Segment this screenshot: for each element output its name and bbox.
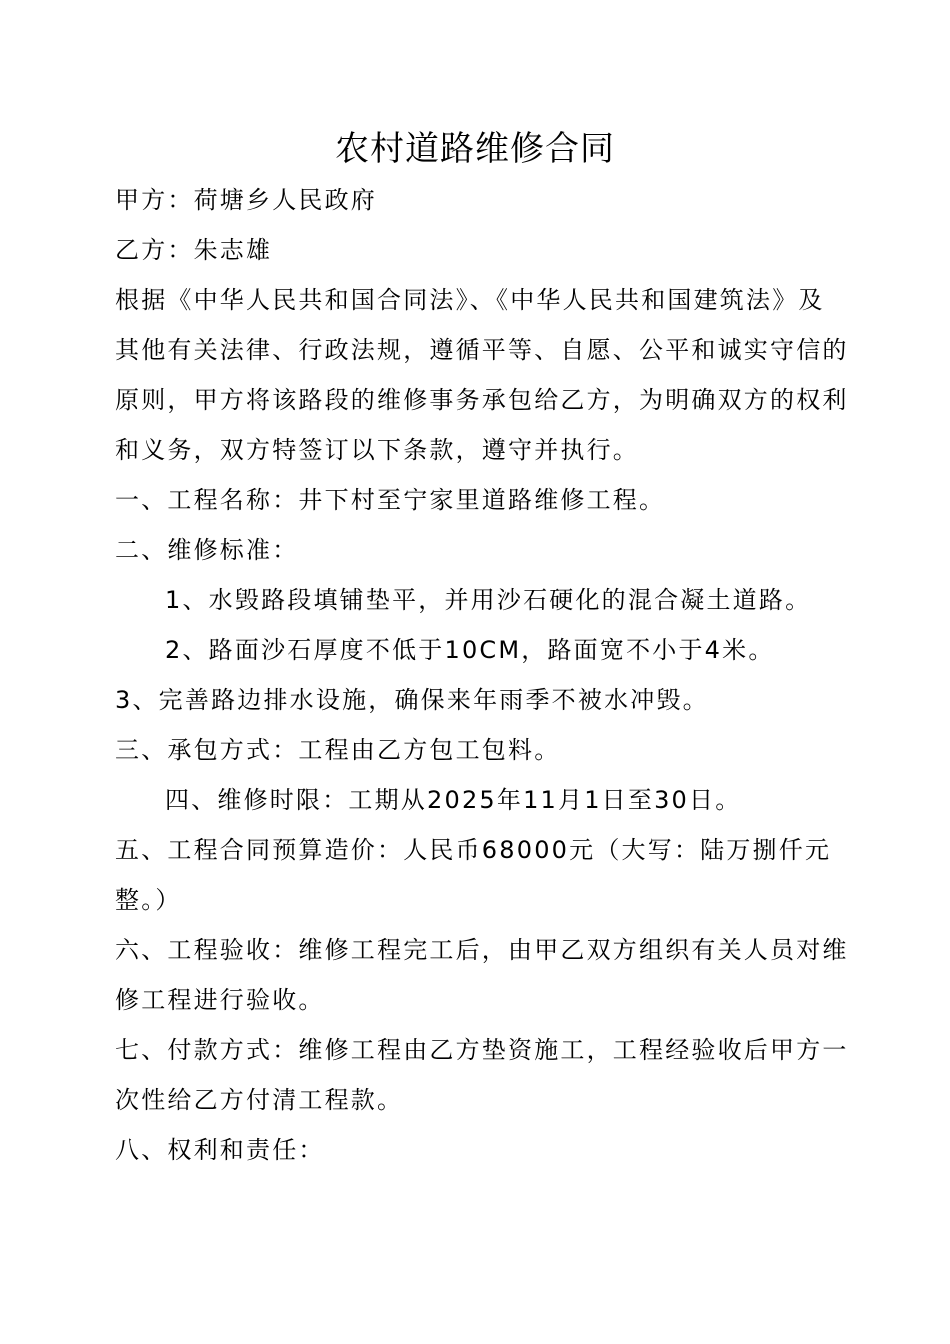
clause-7-payment-line-2: 次性给乙方付清工程款。: [115, 1086, 404, 1114]
party-a-line: 甲方：荷塘乡人民政府: [115, 186, 377, 214]
clause-2-item-3: 3、完善路边排水设施，确保来年雨季不被水冲毁。: [115, 686, 709, 714]
party-b-line: 乙方：朱志雄: [115, 236, 273, 264]
clause-1-project-name: 一、工程名称：井下村至宁家里道路维修工程。: [115, 486, 666, 514]
preamble-line-4: 和义务，双方特签订以下条款，遵守并执行。: [115, 436, 639, 464]
clause-4-time-limit: 四、维修时限：工期从2025年11月1日至30日。: [165, 786, 742, 814]
clause-2-item-2: 2、路面沙石厚度不低于10CM，路面宽不小于4米。: [165, 636, 775, 664]
clause-5-budget-line-2: 整。）: [115, 886, 182, 914]
clause-5-budget-line-1: 五、工程合同预算造价：人民币68000元（大写：陆万捌仟元: [115, 836, 832, 864]
clause-7-payment-line-1: 七、付款方式：维修工程由乙方垫资施工，工程经验收后甲方一: [115, 1036, 849, 1064]
clause-2-item-1: 1、水毁路段填铺垫平，并用沙石硬化的混合凝土道路。: [165, 586, 812, 614]
preamble-line-1: 根据《中华人民共和国合同法》、《中华人民共和国建筑法》及: [115, 286, 825, 314]
preamble-line-3: 原则，甲方将该路段的维修事务承包给乙方，为明确双方的权利: [115, 386, 849, 414]
clause-6-acceptance-line-1: 六、工程验收：维修工程完工后，由甲乙双方组织有关人员对维: [115, 936, 849, 964]
clause-3-contract-method: 三、承包方式：工程由乙方包工包料。: [115, 736, 561, 764]
clause-6-acceptance-line-2: 修工程进行验收。: [115, 986, 325, 1014]
preamble-line-2: 其他有关法律、行政法规，遵循平等、自愿、公平和诚实守信的: [115, 336, 849, 364]
document-title: 农村道路维修合同: [335, 129, 615, 169]
clause-8-heading: 八、权利和责任：: [115, 1136, 325, 1164]
clause-2-heading: 二、维修标准：: [115, 536, 299, 564]
